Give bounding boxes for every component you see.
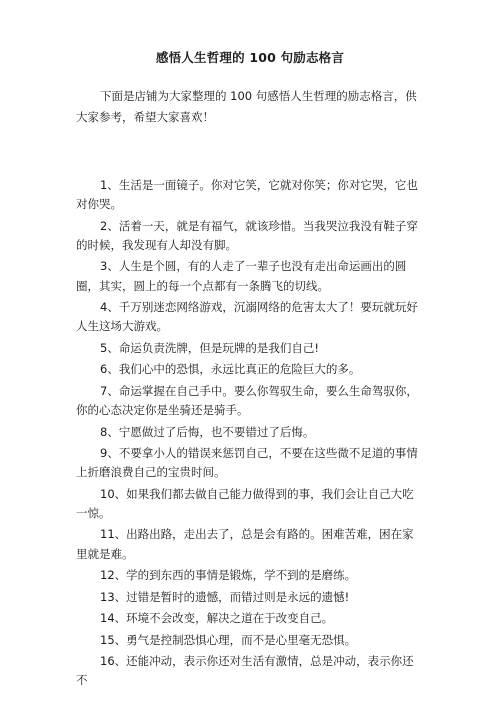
intro-paragraph: 下面是店铺为大家整理的 100 句感悟人生哲理的励志格言，供大家参考，希望大家喜欢！ xyxy=(76,89,417,124)
list-item: 15、勇气是控制恐惧心理，而不是心里毫无恐惧。 xyxy=(100,632,357,647)
list-item: 1、生活是一面镜子。你对它笑，它就对你笑；你对它哭，它也对你哭。 xyxy=(76,178,418,212)
list-item: 11、出路出路，走出去了，总是会有路的。困难苦难，困在家里就是难。 xyxy=(76,527,414,561)
list-item: 13、过错是暂时的遗憾，而错过则是永远的遗憾! xyxy=(100,589,350,604)
list-item: 16、还能冲动，表示你还对生活有激情，总是冲动，表示你还不 xyxy=(76,654,414,688)
page-title: 感悟人生哲理的 100 句励志格言 xyxy=(155,50,345,65)
list-item: 3、人生是个圆，有的人走了一辈子也没有走出命运画出的圆圈，其实，圆上的每一个点都有一条腾飞的切线。 xyxy=(76,259,407,293)
list-item: 12、学的到东西的事情是锻炼，学不到的是磨练。 xyxy=(100,568,357,583)
list-item: 9、不要拿小人的错误来惩罚自己，不要在这些微不足道的事情上折磨浪费自己的宝贵时间。 xyxy=(76,446,418,480)
list-item: 5、命运负责洗牌，但是玩牌的是我们自己! xyxy=(100,340,319,355)
list-item: 2、活着一天，就是有福气，就该珍惜。当我哭泣我没有鞋子穿的时候，我发现有人却没有脚。 xyxy=(76,218,418,252)
quote-list xyxy=(76,176,424,691)
list-item: 6、我们心中的恐惧，永远比真正的危险巨大的多。 xyxy=(100,362,361,377)
list-item: 4、千万别迷恋网络游戏，沉溺网络的危害太大了！要玩就玩好人生这场大游戏。 xyxy=(76,300,418,334)
list-item: 10、如果我们都去做自己能力做得到的事，我们会让自己大吃一惊。 xyxy=(76,486,414,520)
list-item: 14、环境不会改变，解决之道在于改变自己。 xyxy=(100,611,334,626)
list-item: 7、命运掌握在自己手中。要么你驾驭生命，要么生命驾驭你，你的心态决定你是坐骑还是骑手。 xyxy=(76,383,418,418)
list-item: 8、宁愿做过了后悔，也不要错过了后悔。 xyxy=(100,424,315,439)
